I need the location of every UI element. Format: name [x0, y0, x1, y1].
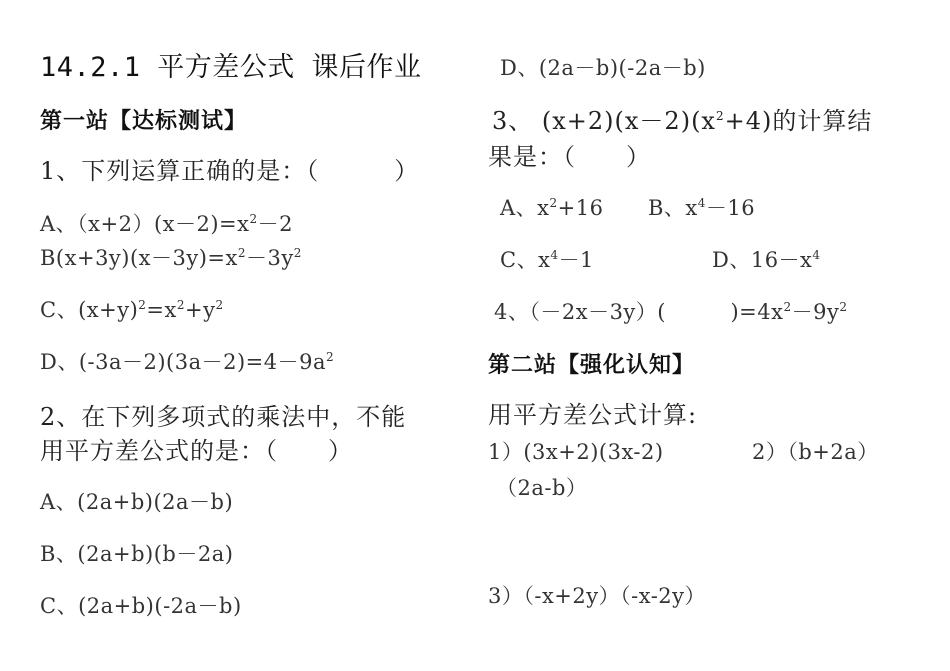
superscript: 2	[715, 109, 725, 123]
q2-option-d: D、(2a－b)(-2a－b)	[500, 56, 706, 80]
q3-option-c-part: C、x	[500, 248, 551, 272]
q3-option-d-part: D、16－x	[712, 248, 813, 272]
q3-option-b-part: B、x	[648, 196, 698, 220]
question-4-part: 4、（－2x－3y）( )=4x	[494, 300, 784, 324]
superscript: 2	[783, 300, 792, 314]
q2-option-c: C、(2a+b)(-2a－b)	[40, 594, 242, 618]
question-3-part: 3、 (x+2)(x－2)(x	[492, 107, 716, 135]
problem-3: 3）（-x+2y）（-x-2y）	[488, 584, 707, 608]
question-4	[494, 300, 848, 324]
q3-option-b	[648, 196, 755, 220]
superscript: 2	[839, 300, 848, 314]
q1-option-d-part: D、(-3a－2)(3a－2)=4－9a	[40, 350, 327, 374]
superscript: 4	[550, 248, 559, 262]
q1-option-a-part: A、（x+2）(x－2)=x	[40, 212, 250, 236]
problem-2-line-1: 2）（b+2a）	[752, 440, 879, 464]
q3-option-c	[500, 248, 594, 272]
question-2-line-1: 2、在下列多项式的乘法中，不能	[40, 403, 407, 431]
q1-option-c-part: +y	[185, 298, 216, 322]
superscript: 2	[293, 246, 302, 260]
superscript: 2	[326, 350, 335, 364]
q3-option-d	[712, 248, 821, 272]
instruction: 用平方差公式计算:	[488, 401, 698, 429]
q2-option-b: B、(2a+b)(b－2a)	[40, 542, 234, 566]
page-title: 14.2.1 平方差公式 课后作业	[40, 52, 422, 83]
q1-option-c	[40, 298, 224, 322]
superscript: 2	[237, 246, 247, 260]
superscript: 2	[215, 298, 224, 312]
q1-option-c-part: =x	[146, 298, 177, 322]
superscript: 4	[812, 248, 821, 262]
superscript: 2	[549, 196, 558, 210]
q3-option-a	[500, 196, 603, 220]
section-heading-2: 第二站【强化认知】	[488, 352, 696, 378]
question-3-part: +4)的计算结	[724, 107, 873, 135]
q1-option-c-part: C、(x+y)	[40, 298, 139, 322]
q3-option-c-part: －1	[558, 248, 594, 272]
question-2-line-2: 用平方差公式的是：（ ）	[40, 437, 353, 465]
superscript: 2	[138, 298, 147, 312]
q1-option-d	[40, 350, 334, 374]
q2-option-a: A、(2a+b)(2a－b)	[40, 490, 234, 514]
superscript: 4	[697, 196, 706, 210]
q3-option-a-part: +16	[557, 196, 604, 220]
q1-option-b-part: B(x+3y)(x－3y)=x	[40, 246, 238, 270]
problem-2-line-2: （2a-b）	[496, 476, 588, 500]
question-3-line-1	[492, 106, 872, 136]
question-1: 1、下列运算正确的是：（ ）	[40, 157, 420, 185]
q1-option-b	[40, 246, 302, 270]
question-3-line-2: 果是：（ ）	[488, 143, 651, 171]
question-4-part: －9y	[791, 300, 840, 324]
q3-option-b-part: －16	[705, 196, 756, 220]
section-heading-1: 第一站【达标测试】	[40, 108, 248, 134]
q1-option-a	[40, 212, 293, 236]
q1-option-b-part: －3y	[246, 246, 294, 270]
problem-1: 1）(3x+2)(3x-2)	[488, 440, 664, 464]
superscript: 2	[176, 298, 185, 312]
q3-option-a-part: A、x	[500, 196, 550, 220]
q1-option-a-part: －2	[257, 212, 294, 236]
superscript: 2	[249, 212, 258, 226]
